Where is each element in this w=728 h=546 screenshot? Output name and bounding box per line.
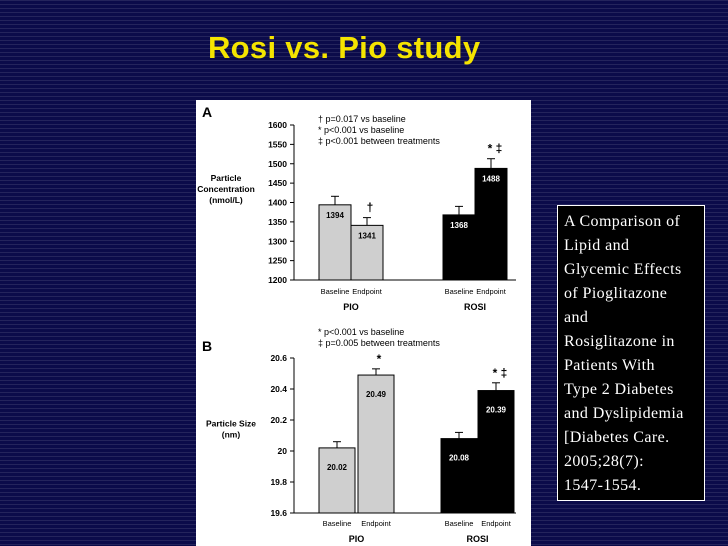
significance-marker: * [376,351,382,366]
y-tick-label: 1200 [268,275,287,285]
citation-caption: A Comparison of Lipid and Glycemic Effects of Pioglitazone and Rosiglitazone in Patients With Type 2 Diabetes and Dyslipidemia [Diabetes Care. 2005;28(7): 1547-1554. [557,205,705,501]
y-tick-label: 20 [277,446,287,456]
category-label: Baseline [322,519,352,528]
bar [441,439,477,513]
y-tick-label: 1500 [268,158,287,169]
category-label: Endpoint [481,519,511,528]
y-tick-label: 1300 [268,236,287,247]
y-axis-label: (nm) [221,429,241,440]
y-axis-label: Particle Size [205,418,257,429]
category-label: Endpoint [476,287,506,296]
slide-title: Rosi vs. Pio study [208,30,481,65]
bar-value-label: 1368 [450,220,468,230]
significance-note: * p<0.001 vs baseline [318,125,405,135]
category-label: Baseline [444,519,474,528]
bar [319,448,355,513]
group-label: PIO [343,302,359,312]
bar-value-label: 20.49 [365,390,387,400]
y-tick-label: 1450 [268,178,287,189]
significance-marker: * ‡ [487,141,503,156]
bar [475,168,507,280]
y-tick-label: 1350 [268,216,287,227]
y-tick-label: 19.6 [270,508,287,518]
significance-note: ‡ p<0.001 between treatments [318,136,440,146]
y-tick-label: 19.8 [270,477,287,487]
y-tick-label: 20.2 [270,415,287,425]
bar-value-label: 20.08 [448,453,470,463]
panel-label: A [202,104,213,120]
y-axis-label: Particle [210,173,242,183]
significance-note: † p=0.017 vs baseline [318,114,406,124]
panel-label: B [202,338,213,354]
bar-value-label: 20.39 [485,405,507,415]
category-label: Baseline [444,287,474,296]
y-axis-label: Concentration [197,184,255,194]
bar-value-label: 1394 [326,210,344,220]
bar-chart-figure [196,100,531,546]
category-label: Endpoint [352,287,382,296]
y-tick-label: 1400 [268,197,287,208]
y-tick-label: 20.6 [270,353,287,363]
significance-marker: † [366,200,374,215]
bar-value-label: 20.02 [326,462,348,472]
category-label: Baseline [320,287,350,296]
y-tick-label: 20.4 [270,384,287,394]
category-label: Endpoint [361,519,391,528]
bar-value-label: 1488 [482,174,500,184]
significance-marker: * ‡ [492,365,508,380]
significance-note: ‡ p=0.005 between treatments [318,338,440,348]
group-label: ROSI [466,534,489,544]
y-tick-label: 1250 [268,255,287,266]
group-label: ROSI [463,302,487,312]
bar-value-label: 1341 [358,231,376,241]
group-label: PIO [348,534,365,544]
y-tick-label: 1600 [268,120,287,130]
significance-note: * p<0.001 vs baseline [318,327,405,337]
y-axis-label: (nmol/L) [209,195,243,205]
y-tick-label: 1550 [268,139,287,150]
bar-chart-svg [196,100,531,546]
